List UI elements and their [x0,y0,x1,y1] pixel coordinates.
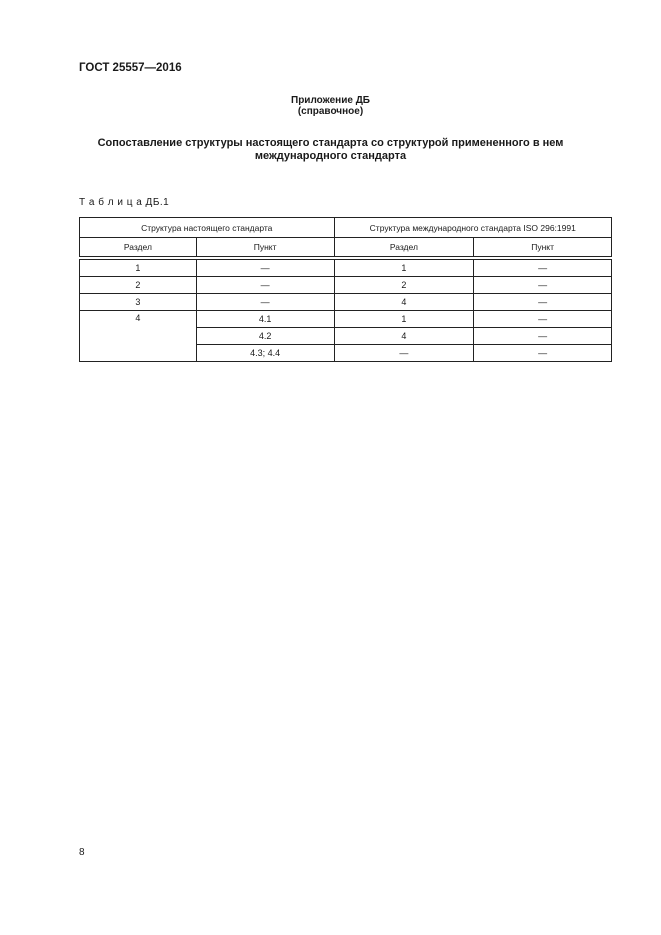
table-cell: 1 [334,260,474,277]
table-sub-header-row [80,238,612,257]
group-header-national: Структура настоящего стандарта [80,218,335,238]
annex-title: Приложение ДБ [291,95,370,106]
sub-header-section: Раздел [334,238,474,257]
table-cell: 2 [80,277,197,294]
table-cell: — [334,345,474,362]
table-cell: — [474,277,612,294]
section-title: Сопоставление структуры настоящего стандарта со структурой примененного в нем международного стандарта [97,137,564,162]
sub-header-clause: Пункт [196,238,334,257]
table-cell: — [196,260,334,277]
table-row [80,294,612,311]
table-cell: 4.3; 4.4 [196,345,334,362]
comparison-table [79,217,612,362]
table-cell: — [474,345,612,362]
table-cell: 3 [80,294,197,311]
table-cell: 4.1 [196,311,334,328]
table-group-header-row [80,218,612,238]
table-cell: 1 [334,311,474,328]
table-cell: 4 [334,294,474,311]
table-cell: 2 [334,277,474,294]
table-cell: — [196,294,334,311]
table-cell: — [474,294,612,311]
table-cell: — [474,260,612,277]
table-cell: 1 [80,260,197,277]
document-code: ГОСТ 25557—2016 [79,62,182,74]
table-cell: — [474,311,612,328]
annex-subtitle: (справочное) [297,106,364,117]
sub-header-clause: Пункт [474,238,612,257]
table-row [80,277,612,294]
table-cell-merged: 4 [80,311,197,362]
annex-heading [0,95,661,117]
group-header-international: Структура международного стандарта ISO 296:1991 [334,218,612,238]
page-number: 8 [79,847,85,858]
table-cell: — [196,277,334,294]
table-cell: 4 [334,328,474,345]
table-row [80,260,612,277]
table-caption: Т а б л и ц а ДБ.1 [79,197,170,208]
table-row [80,311,612,328]
table-cell: — [474,328,612,345]
table-cell: 4.2 [196,328,334,345]
sub-header-section: Раздел [80,238,197,257]
